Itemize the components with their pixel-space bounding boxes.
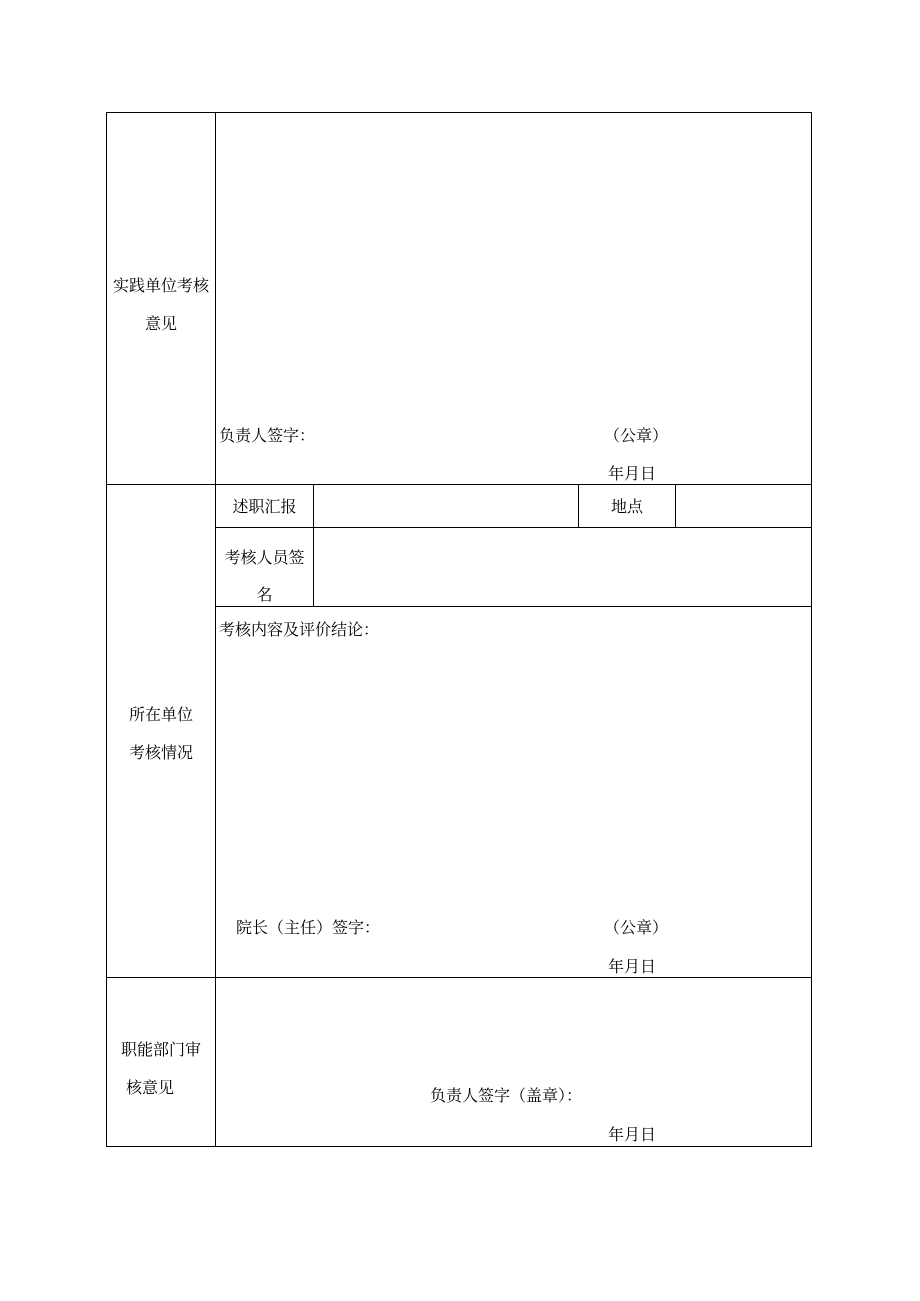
section-divider-2 xyxy=(106,977,812,978)
examiner-row-divider xyxy=(215,606,812,607)
examiner-signature-field[interactable] xyxy=(314,528,811,606)
functional-dept-label-line1: 职能部门审 xyxy=(120,1040,201,1059)
practice-unit-signature-label: 负责人签字： xyxy=(219,426,316,445)
functional-dept-date-label: 年月日 xyxy=(608,1125,657,1144)
table-border-left xyxy=(106,112,107,1147)
content-label: 考核内容及评价结论： xyxy=(219,620,380,639)
label-column-divider xyxy=(215,112,216,1147)
examiner-label-line2: 名 xyxy=(256,585,273,604)
report-label: 述职汇报 xyxy=(232,497,297,516)
home-unit-signature-label: 院长（主任）签字： xyxy=(236,918,381,937)
home-unit-date-label: 年月日 xyxy=(608,957,657,976)
practice-unit-label-line2: 意见 xyxy=(144,314,177,333)
home-unit-label-line1: 所在单位 xyxy=(128,705,193,724)
table-border-bottom xyxy=(106,1146,812,1147)
location-field[interactable] xyxy=(676,485,811,527)
home-unit-label-line2: 考核情况 xyxy=(128,743,193,762)
practice-unit-seal-label: （公章） xyxy=(604,426,669,445)
functional-dept-label-line2: 核意见 xyxy=(125,1078,174,1097)
report-field[interactable] xyxy=(314,485,578,527)
location-label: 地点 xyxy=(610,497,643,516)
functional-dept-signature-label: 负责人签字（盖章）： xyxy=(430,1086,583,1105)
examiner-label-line1: 考核人员签 xyxy=(224,548,305,567)
table-border-top xyxy=(106,112,812,113)
practice-unit-label-line1: 实践单位考核 xyxy=(112,276,209,295)
practice-unit-date-label: 年月日 xyxy=(608,464,657,483)
home-unit-seal-label: （公章） xyxy=(604,918,669,937)
table-border-right xyxy=(811,112,812,1147)
